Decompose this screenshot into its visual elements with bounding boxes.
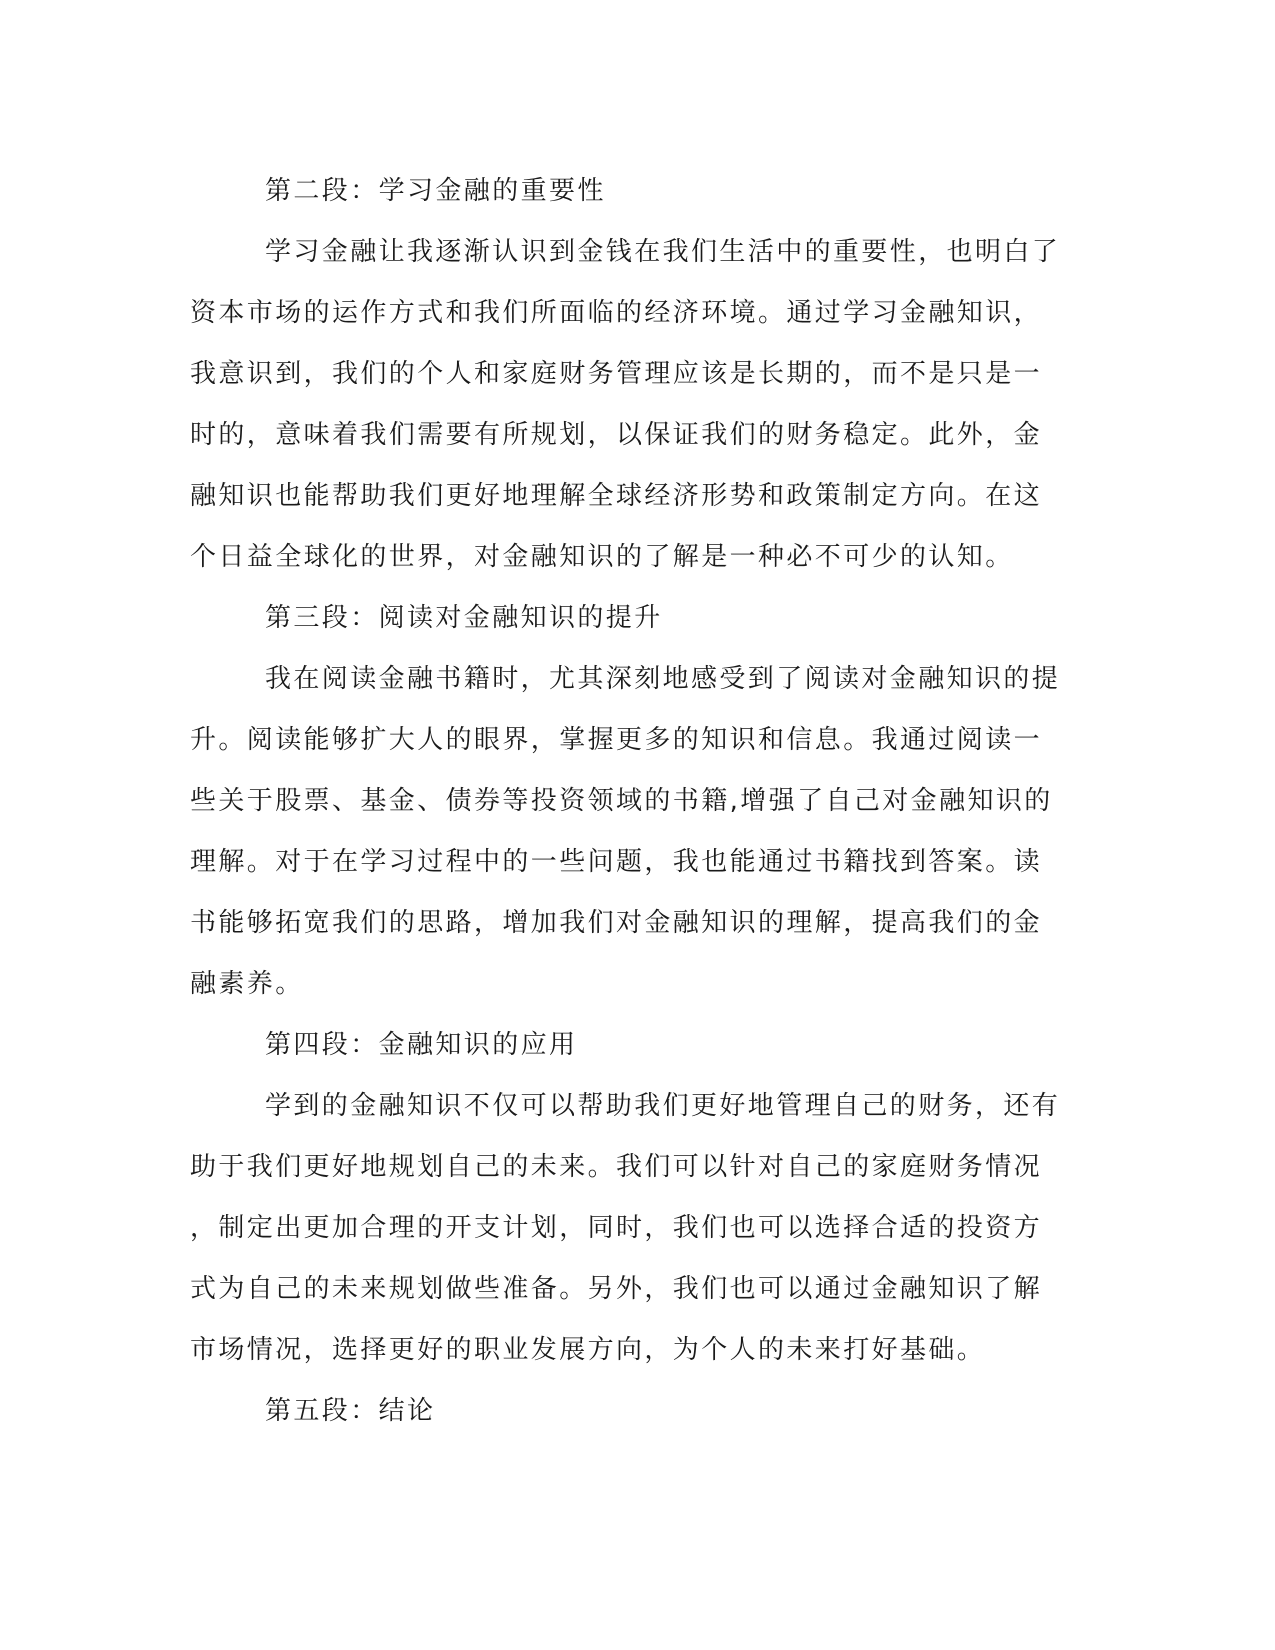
paragraph-line: 书能够拓宽我们的思路，增加我们对金融知识的理解，提高我们的金 <box>190 908 1043 938</box>
paragraph-line: 助于我们更好地规划自己的未来。我们可以针对自己的家庭财务情况 <box>190 1152 1043 1182</box>
paragraph-line: 理解。对于在学习过程中的一些问题，我也能通过书籍找到答案。读 <box>190 847 1043 877</box>
paragraph-line: 式为自己的未来规划做些准备。另外，我们也可以通过金融知识了解 <box>190 1274 1043 1304</box>
paragraph-line: 市场情况，选择更好的职业发展方向，为个人的未来打好基础。 <box>190 1335 986 1365</box>
paragraph-line: 学到的金融知识不仅可以帮助我们更好地管理自己的财务，还有 <box>265 1091 1061 1121</box>
paragraph-line: 学习金融让我逐渐认识到金钱在我们生活中的重要性，也明白了 <box>265 237 1061 267</box>
paragraph-line: 升。阅读能够扩大人的眼界，掌握更多的知识和信息。我通过阅读一 <box>190 725 1043 755</box>
paragraph-line: 融素养。 <box>190 969 304 999</box>
section-heading: 第四段：金融知识的应用 <box>265 1030 578 1060</box>
section-heading: 第五段：结论 <box>265 1396 436 1426</box>
section-heading: 第三段：阅读对金融知识的提升 <box>265 603 663 633</box>
paragraph-line: ，制定出更加合理的开支计划，同时，我们也可以选择合适的投资方 <box>190 1213 1043 1243</box>
paragraph-line: 我在阅读金融书籍时，尤其深刻地感受到了阅读对金融知识的提 <box>265 664 1061 694</box>
paragraph-line: 时的，意味着我们需要有所规划，以保证我们的财务稳定。此外，金 <box>190 420 1043 450</box>
paragraph-line: 融知识也能帮助我们更好地理解全球经济形势和政策制定方向。在这 <box>190 481 1043 511</box>
paragraph-line: 个日益全球化的世界，对金融知识的了解是一种必不可少的认知。 <box>190 542 1014 572</box>
document-body <box>190 161 1080 1442</box>
paragraph-line: 些关于股票、基金、债券等投资领域的书籍,增强了自己对金融知识的 <box>190 786 1053 816</box>
paragraph-line: 我意识到，我们的个人和家庭财务管理应该是长期的，而不是只是一 <box>190 359 1043 389</box>
section-heading: 第二段：学习金融的重要性 <box>265 176 606 206</box>
paragraph-line: 资本市场的运作方式和我们所面临的经济环境。通过学习金融知识， <box>190 298 1043 328</box>
